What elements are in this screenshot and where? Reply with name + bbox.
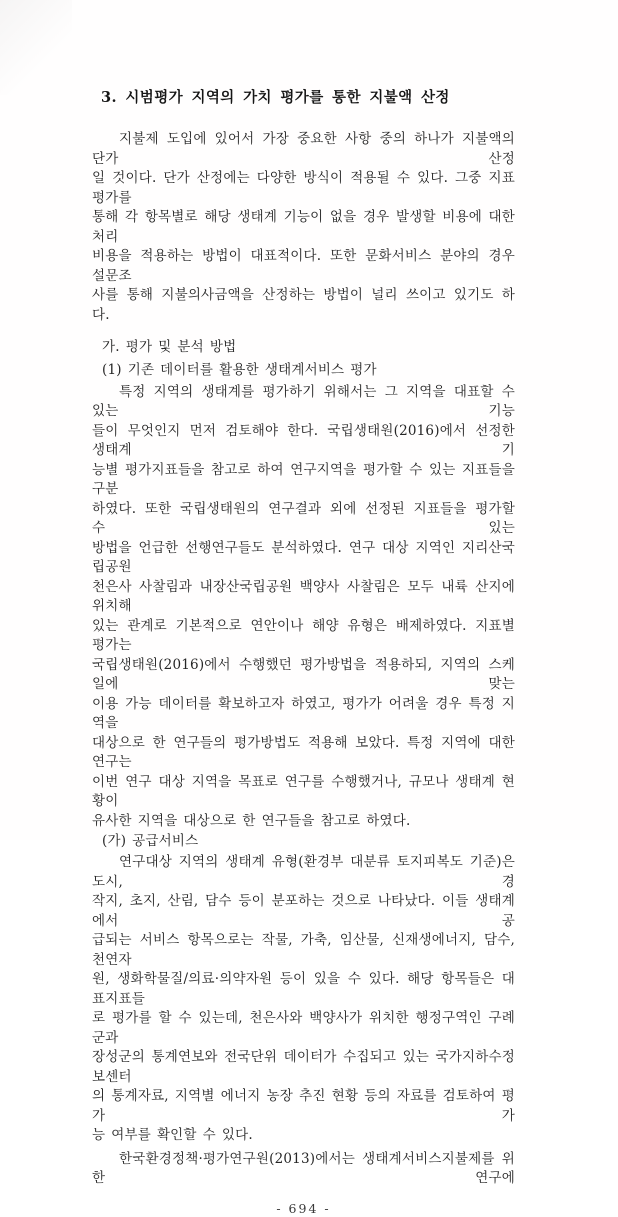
body-line: 통해 각 항목별로 해당 생태계 기능이 없을 경우 발생할 비용에 대한 처리 [92,209,515,245]
body-line: 천은사 사찰림과 내장산국립공원 백양사 사찰림은 모두 내륙 산지에 위치해 [92,578,515,614]
body-line: 사를 통해 지불의사금액을 산정하는 방법이 널리 쓰이고 있기도 하다. [92,287,515,323]
body-line: 로 평가를 할 수 있는데, 천은사와 백양사가 위치한 행정구역인 구례군과 [92,1010,515,1046]
body-line: 유사한 지역을 대상으로 한 연구들을 참고로 하였다. [92,812,411,829]
paragraph-kei [92,1150,515,1189]
body-line: 연구대상 지역의 생태계 유형(환경부 대분류 토지피복도 기준)은 도시, 경 [92,854,515,890]
body-line: 급되는 서비스 항목으로는 작물, 가축, 임산물, 신재생에너지, 담수, 천연자 [92,932,515,968]
body-line: 국립생태원(2016)에서 수행했던 평가방법을 적용하되, 지역의 스케일에 맞는 [92,656,515,692]
body-line: 들이 무엇인지 먼저 검토해야 한다. 국립생태원(2016)에서 선정한 생태계 기 [92,422,515,458]
page-number: - 694 - [276,1201,331,1216]
heading-existing-data: (1) 기존 데이터를 활용한 생태계서비스 평가 [102,362,377,378]
paragraph-evaluation [92,383,515,832]
body-line: 지불제 도입에 있어서 가장 중요한 사항 중의 하나가 지불액의 단가 산정 [92,131,515,167]
body-line: 작지, 초지, 산림, 담수 등이 분포하는 것으로 나타났다. 이들 생태계에서 공 [92,893,515,929]
body-line: 일 것이다. 단가 산정에는 다양한 방식이 적용될 수 있다. 그중 지표 평가를 [92,170,515,206]
heading-supply-service: (가) 공급서비스 [102,833,199,849]
body-line: 장성군의 통계연보와 전국단위 데이터가 수집되고 있는 국가지하수정보센터 [92,1049,515,1085]
section-title: 3. 시범평가 지역의 가치 평가를 통한 지불액 산정 [101,89,450,106]
body-line: 능별 평가지표들을 참고로 하여 연구지역을 평가할 수 있는 지표들을 구분 [92,461,515,497]
body-line: 있는 관계로 기본적으로 연안이나 해양 유형은 배제하였다. 지표별 평가는 [92,617,515,653]
body-line: 방법을 언급한 선행연구들도 분석하였다. 연구 대상 지역인 지리산국립공원 [92,539,515,575]
body-line: 능 여부를 확인할 수 있다. [92,1127,253,1143]
body-line: 대상으로 한 연구들의 평가방법도 적용해 보았다. 특정 지역에 대한 연구는 [92,734,515,770]
scan-artifact-shade [0,0,72,95]
paragraph-intro [92,130,515,325]
body-line: 이용 가능 데이터를 확보하고자 하였고, 평가가 어려울 경우 특정 지역을 [92,695,515,731]
body-line: 특정 지역의 생태계를 평가하기 위해서는 그 지역을 대표할 수 있는 기능 [92,383,515,419]
heading-method: 가. 평가 및 분석 방법 [102,339,237,355]
body-line: 의 통계자료, 지역별 에너지 농장 추진 현황 등의 자료를 검토하여 평가 가 [92,1088,515,1124]
body-line: 하였다. 또한 국립생태원의 연구결과 외에 선정된 지표들을 평가할 수 있는 [92,500,515,536]
body-line: 한국환경정책·평가연구원(2013)에서는 생태계서비스지불제를 위한 연구에 [92,1150,515,1186]
body-line: 이번 연구 대상 지역을 목표로 연구를 수행했거나, 규모나 생태계 현황이 [92,773,515,809]
body-line: 원, 생화학물질/의료·의약자원 등이 있을 수 있다. 해당 항목들은 대표지표들 [92,971,515,1007]
paragraph-supply [92,853,515,1146]
body-line: 비용을 적용하는 방법이 대표적이다. 또한 문화서비스 분야의 경우 설문조 [92,248,515,284]
